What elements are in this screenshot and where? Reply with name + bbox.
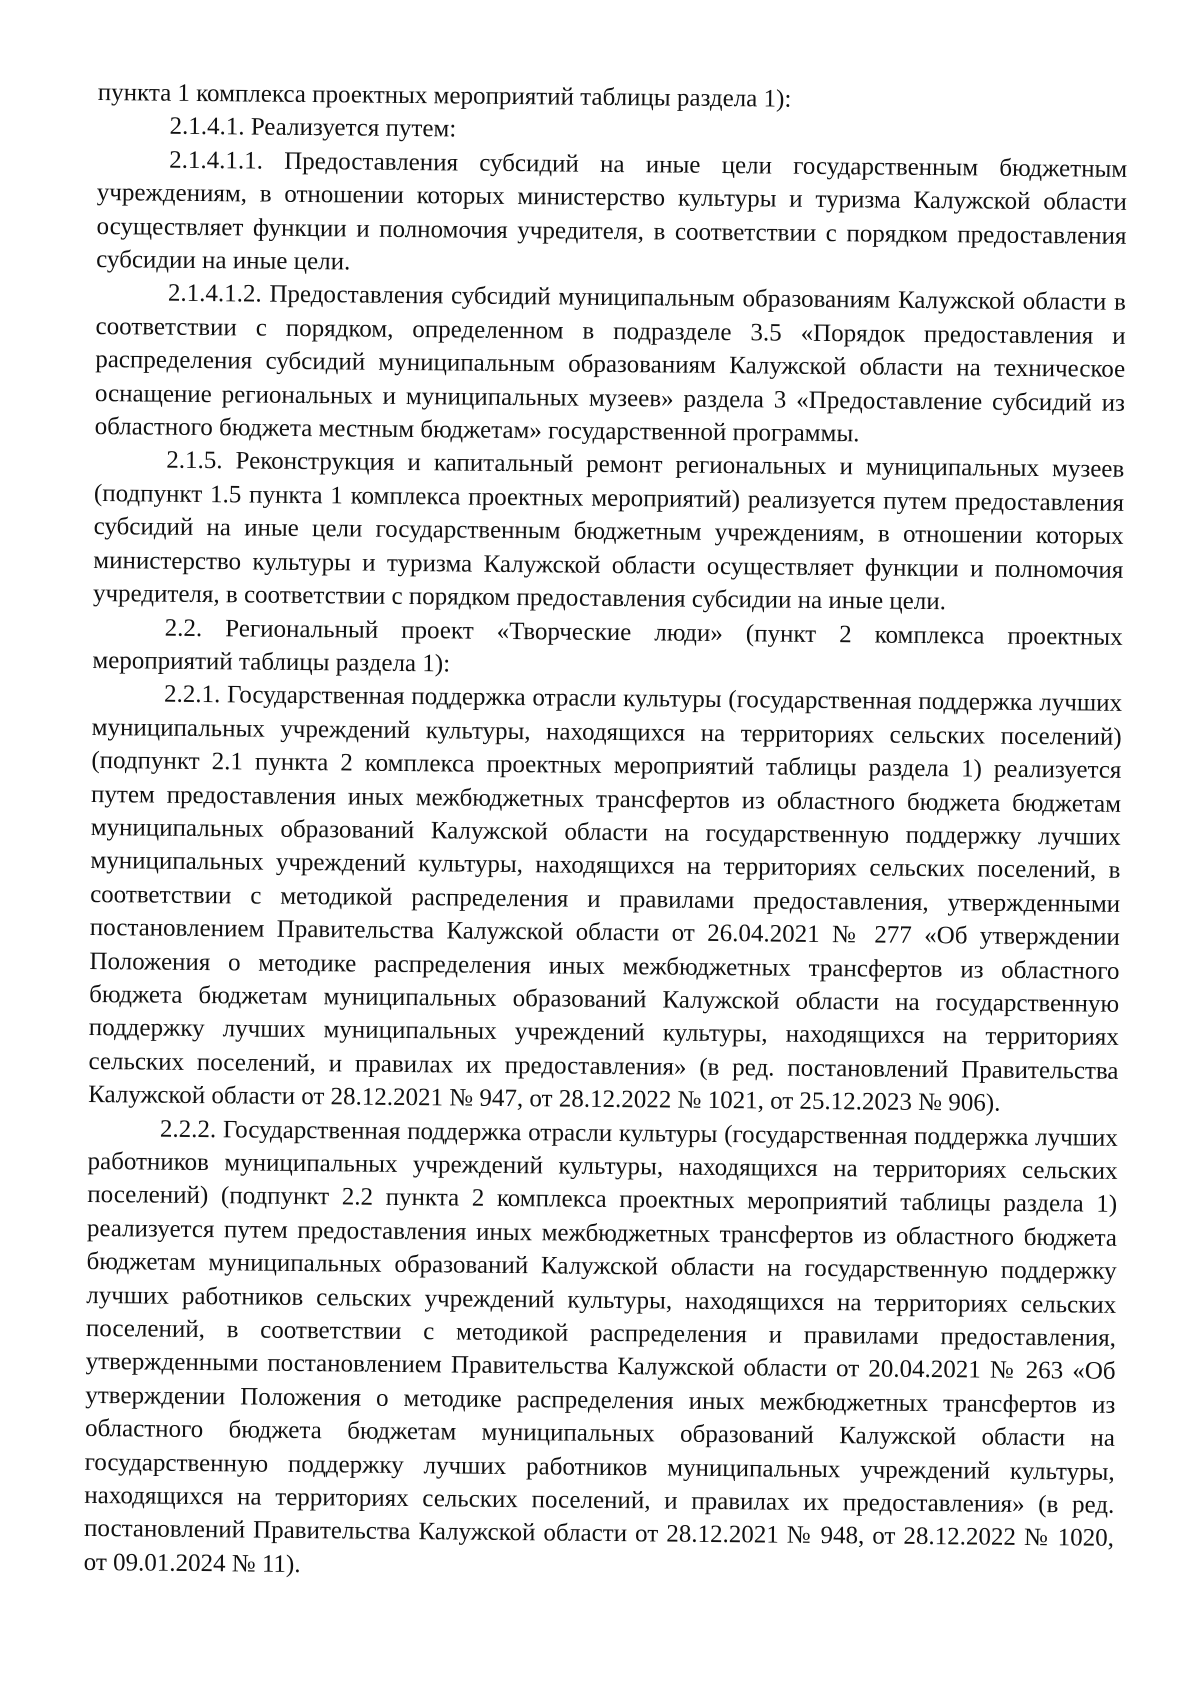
paragraph-2-1-4-1: 2.1.4.1. Реализуется путем: bbox=[169, 113, 457, 143]
paragraph-2-2-2: 2.2.2. Государственная поддержка отрасли культуры (государственная поддержка лучших работников муниципальных учреждений культуры, находящихся на территориях сельских поселений) (подпункт 2.2 пункта 2 комплекса проектных мероприятий таблицы раздела 1) реализуется путем предоставления иных межбюджетных трансфертов из областного бюджета бюджетам муниципальных образований Калужской области на государственную поддержку лучших работников сельских учреждений культуры, находящихся на территориях сельских поселений, в соответствии с методикой распределения и правилами предоставления, утвержденными постановлением Правительства Калужской области от 20.04.2021 № 263 «Об утверждении Положения о методике распределения иных межбюджетных трансфертов из областного бюджета бюджетам муниципальных образований Калужской области на государственную поддержку лучших работников муниципальных учреждений культуры, находящихся на территориях сельских поселений, и правилах их предоставления» (в ред. постановлений Правительства Калужской области от 28.12.2021 № 948, от 28.12.2022 № 1020, от 09.01.2024 № 11). bbox=[83, 1115, 1118, 1578]
paragraph-continuation: пункта 1 комплекса проектных мероприятий таблицы раздела 1): bbox=[97, 78, 792, 113]
paragraph-2-2: 2.2. Региональный проект «Творческие люди» (пункт 2 комплекса проектных мероприятий таблицы раздела 1): bbox=[92, 614, 1123, 678]
paragraph-2-2-1: 2.2.1. Государственная поддержка отрасли культуры (государственная поддержка лучших муниципальных учреждений культуры, находящихся на территориях сельских поселений) (подпункт 2.1 пункта 2 комплекса проектных мероприятий таблицы раздела 1) реализуется путем предоставления иных межбюджетных трансфертов из областного бюджета бюджетам муниципальных образований Калужской области на государственную поддержку лучших муниципальных учреждений культуры, находящихся на территориях сельских поселений, в соответствии с методикой распределения и правилами предоставления, утвержденными постановлением Правительства Калужской области от 26.04.2021 № 277 «Об утверждении Положения о методике распределения иных межбюджетных трансфертов из областного бюджета бюджетам муниципальных образований Калужской области на государственную поддержку лучших муниципальных учреждений культуры, находящихся на территориях сельских поселений, и правилах их предоставления» (в ред. постановлений Правительства Калужской области от 28.12.2021 № 947, от 28.12.2022 № 1021, от 25.12.2023 № 906). bbox=[88, 680, 1123, 1117]
document-page bbox=[84, 76, 1128, 1589]
paragraph-2-1-4-1-1: 2.1.4.1.1. Предоставления субсидий на иные цели государственным бюджетным учреждениям, в отношении которых министерство культуры и туризма Калужской области осуществляет функции и полномочия учредителя, в соответствии с порядком предоставления субсидии на иные цели. bbox=[96, 146, 1128, 276]
paragraph-2-1-5: 2.1.5. Реконструкция и капитальный ремонт региональных и муниципальных музеев (подпункт 1.5 пункта 1 комплекса проектных мероприятий) реализуется путем предоставления субсидий на иные цели государственным бюджетным учреждениям, в отношении которых министерство культуры и туризма Калужской области осуществляет функции и полномочия учредителя, в соответствии с порядком предоставления субсидии на иные цели. bbox=[92, 447, 1125, 616]
paragraph-2-1-4-1-2: 2.1.4.1.2. Предоставления субсидий муниципальным образованиям Калужской области в соответствии с порядком, определенном в подразделе 3.5 «Порядок предоставления и распределения субсидий муниципальным образованиям Калужской области на техническое оснащение региональных и муниципальных музеев» раздела 3 «Предоставление субсидий из областного бюджета местным бюджетам» государственной программы. bbox=[94, 280, 1126, 448]
